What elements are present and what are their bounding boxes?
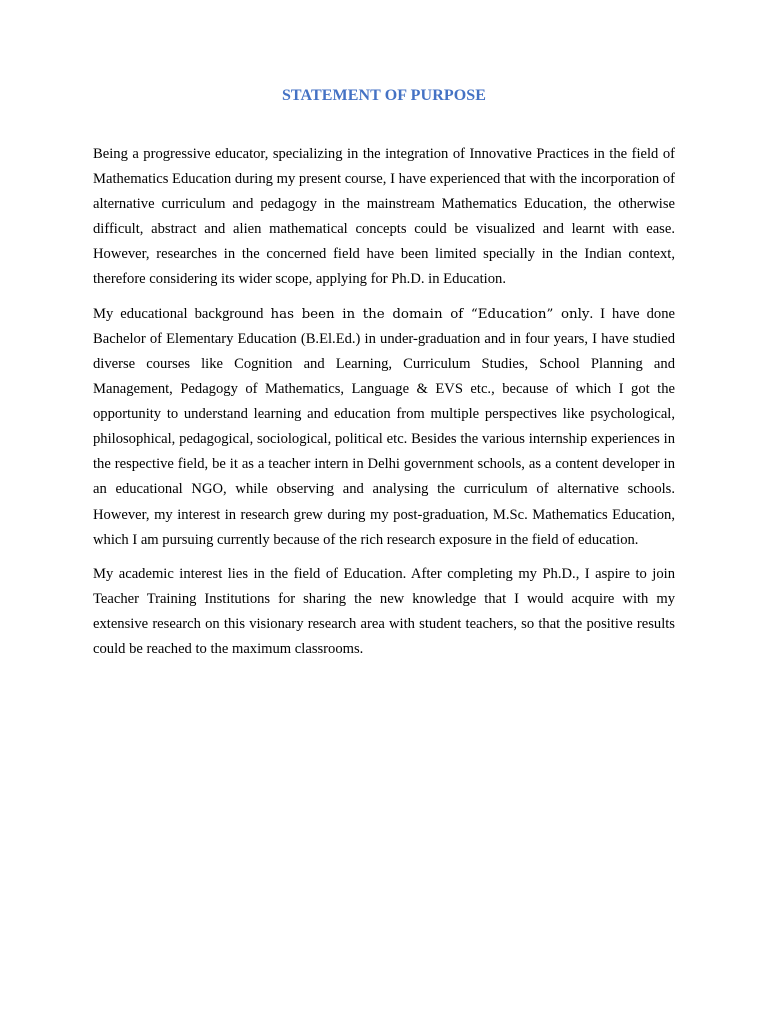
paragraph-background-highlight: has been in the domain of “Education” only: [270, 306, 590, 322]
paragraph-background-lead: My educational background: [93, 305, 271, 322]
paragraph-interest: My academic interest lies in the field of Education. After completing my Ph.D., I aspire to join Teacher Training Institutions for sharing the new knowledge that I would acquire with my extensive research on this visionary research area with student teachers, so that the positive results could be reached to the maximum classrooms.: [93, 565, 675, 658]
paragraph-intro: Being a progressive educator, specializing in the integration of Innovative Practices in the field of Mathematics Education during my present course, I have experienced that with the incorporation of alternative curriculum and pedagogy in the mainstream Mathematics Education, the otherwise difficult, abstract and alien mathematical concepts could be visualized and learnt with ease. However, researches in the concerned field have been limited specially in the Indian context, therefore considering its wider scope, applying for Ph.D. in Education.: [93, 146, 675, 288]
paragraph-background: [93, 302, 675, 553]
document-body: [93, 142, 675, 671]
document-title: STATEMENT OF PURPOSE: [281, 87, 487, 104]
paragraph-background-rest: . I have done Bachelor of Elementary Education (B.El.Ed.) in under-graduation and in four years, I have studied diverse courses like Cognition and Learning, Curriculum Studies, School Planning and Management, Pedagogy of Mathematics, Language & EVS etc., because of which I got the opportunity to understand learning and education from multiple perspectives like psychological, philosophical, pedagogical, sociological, political etc. Besides the various internship experiences in the respective field, be it as a teacher intern in Delhi government schools, as a content developer in an educational NGO, while observing and analysing the curriculum of alternative schools. However, my interest in research grew during my post-graduation, M.Sc. Mathematics Education, which I am pursuing currently because of the rich research exposure in the field of education.: [93, 305, 675, 548]
